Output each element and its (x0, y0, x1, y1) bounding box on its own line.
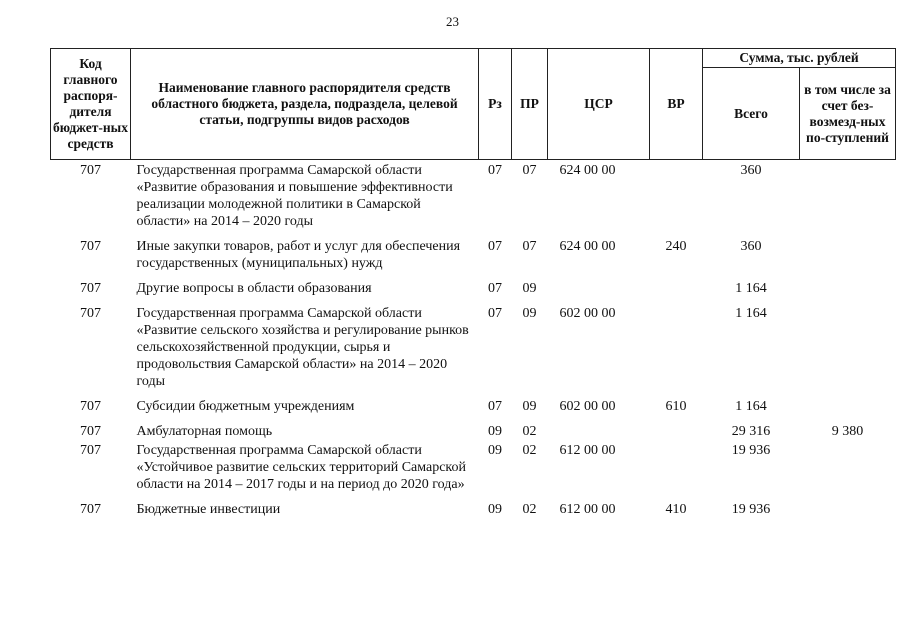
cell-rz: 07 (488, 163, 502, 178)
cell-vr (650, 160, 703, 239)
cell-code: 707 (80, 399, 101, 414)
cell-gratis (800, 501, 896, 526)
cell-code: 707 (80, 443, 101, 458)
cell-total: 360 (740, 239, 762, 254)
cell-total: 19 936 (731, 502, 771, 517)
table-row (51, 305, 896, 398)
cell-total: 29 316 (731, 424, 771, 439)
cell-rz: 07 (488, 306, 502, 321)
cell-code: 707 (80, 281, 101, 296)
cell-name: Государственная программа Самарской области «Развитие образования и повышение эффективности реализации молодежной политики в Самарской области» на 2014 – 2020 годы (136, 163, 453, 229)
cell-rz: 09 (488, 424, 502, 439)
cell-vr: 240 (665, 239, 687, 254)
cell-vr: 610 (665, 399, 687, 414)
cell-csr: 602 00 00 (559, 399, 616, 414)
cell-pr: 07 (522, 163, 537, 178)
cell-code: 707 (80, 424, 101, 439)
header-name: Наименование главного распорядителя средств областного бюджета, раздела, подраздела, целевой статьи, подгруппы видов расходов (131, 49, 479, 160)
cell-gratis: 9 380 (831, 424, 864, 439)
header-code: Код главного распоря-дителя бюджет-ных средств (51, 49, 131, 160)
cell-code: 707 (80, 502, 101, 517)
cell-csr: 624 00 00 (559, 163, 616, 178)
table-row (51, 160, 896, 239)
header-vr: ВР (650, 49, 703, 160)
cell-rz: 07 (488, 239, 502, 254)
header-total: Всего (703, 68, 800, 160)
cell-total: 1 164 (735, 306, 767, 321)
table-row (51, 280, 896, 305)
cell-code: 707 (80, 163, 101, 178)
cell-total: 360 (740, 163, 762, 178)
cell-csr: 624 00 00 (559, 239, 616, 254)
cell-name: Государственная программа Самарской области «Устойчивое развитие сельских территорий Самарской области на 2014 – 2017 годы и на период до 2020 года» (136, 443, 467, 492)
table-header (51, 49, 896, 160)
cell-gratis (800, 160, 896, 239)
table-row (51, 501, 896, 526)
cell-code: 707 (80, 239, 101, 254)
cell-total: 1 164 (735, 399, 767, 414)
header-gratis: в том числе за счет без-возмезд-ных по-ступлений (800, 68, 896, 160)
cell-vr (650, 280, 703, 305)
cell-csr (548, 280, 650, 305)
cell-pr: 09 (522, 281, 537, 296)
cell-pr: 02 (522, 443, 537, 458)
cell-rz: 07 (488, 399, 502, 414)
table-row (51, 423, 896, 442)
table-row (51, 442, 896, 501)
cell-gratis (800, 398, 896, 423)
header-rz: Рз (479, 49, 512, 160)
page-number: 23 (446, 14, 459, 29)
cell-total: 1 164 (735, 281, 767, 296)
cell-vr: 410 (665, 502, 687, 517)
cell-name: Государственная программа Самарской области «Развитие сельского хозяйства и регулирование рынков сельскохозяйственной продукции, сырья и продовольствия Самарской области» на 2014 – 2020 годы (136, 306, 469, 389)
header-csr: ЦСР (548, 49, 650, 160)
cell-csr: 612 00 00 (559, 443, 616, 458)
cell-vr (650, 305, 703, 398)
cell-name: Амбулаторная помощь (136, 424, 273, 439)
budget-table (50, 48, 896, 526)
header-pr: ПР (512, 49, 548, 160)
cell-name: Бюджетные инвестиции (136, 502, 281, 517)
cell-code: 707 (80, 306, 101, 321)
cell-rz: 09 (488, 502, 502, 517)
cell-name: Субсидии бюджетным учреждениям (136, 399, 355, 414)
header-sum: Сумма, тыс. рублей (703, 49, 896, 68)
cell-rz: 07 (488, 281, 502, 296)
cell-pr: 02 (522, 502, 537, 517)
cell-name: Другие вопросы в области образования (136, 281, 372, 296)
cell-total: 19 936 (731, 443, 771, 458)
cell-pr: 02 (522, 424, 537, 439)
cell-gratis (800, 305, 896, 398)
cell-gratis (800, 280, 896, 305)
table-row (51, 238, 896, 280)
cell-csr: 612 00 00 (559, 502, 616, 517)
table-body (51, 160, 896, 527)
cell-name: Иные закупки товаров, работ и услуг для обеспечения государственных (муниципальных) нужд (136, 239, 461, 271)
table-row (51, 398, 896, 423)
cell-vr (650, 423, 703, 442)
cell-vr (650, 442, 703, 501)
cell-pr: 07 (522, 239, 537, 254)
cell-gratis (800, 442, 896, 501)
cell-rz: 09 (488, 443, 502, 458)
cell-pr: 09 (522, 399, 537, 414)
cell-csr: 602 00 00 (559, 306, 616, 321)
cell-gratis (800, 238, 896, 280)
cell-csr (548, 423, 650, 442)
cell-pr: 09 (522, 306, 537, 321)
